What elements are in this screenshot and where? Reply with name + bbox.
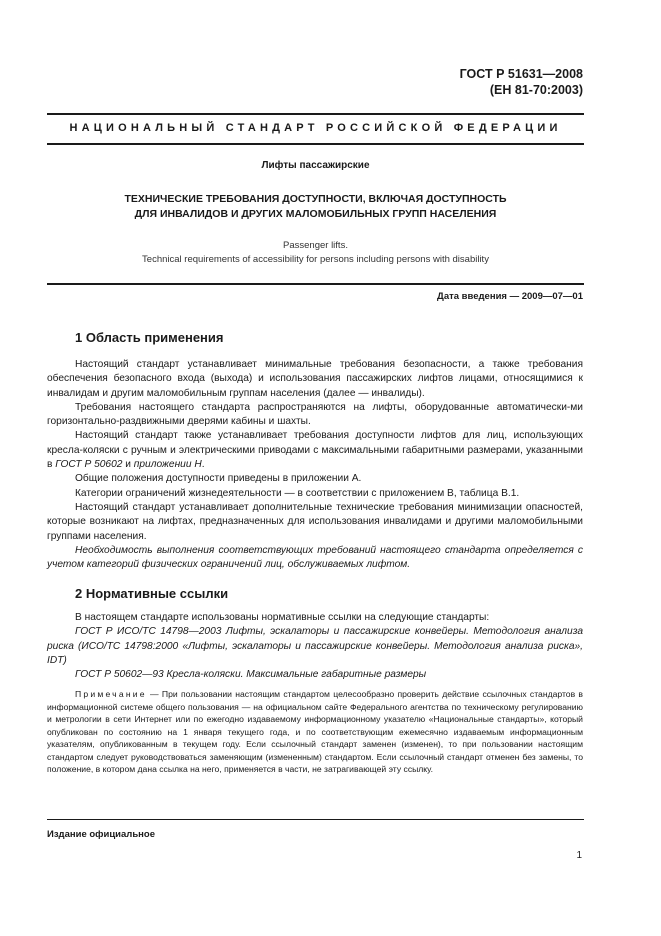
header-rule-bottom [47,143,584,145]
normative-reference [47,668,583,682]
paragraph-text: Общие положения доступности приведены в приложении А. [75,473,362,485]
standard-equivalent: (ЕН 81-70:2003) [489,83,583,97]
paragraph-text: Настоящий стандарт устанавливает минимальные требования безопасности, а также требования обеспечения безопасного входа (выхода) и использования пассажирских лифтов лицами, относящимися к инвалидам и другим маломобильным группам населения (далее — инвалиды). [47,359,583,399]
title-subject: Лифты пассажирские [261,160,370,171]
section-2-body [47,611,583,682]
title-english [47,239,584,267]
paragraph [47,501,583,544]
paragraph-text: Настоящий стандарт устанавливает дополнительные технические требования минимизации опасностей, которые возникают на лифтах, предназначенных для использования инвалидами и другими маломобильными группами населения. [47,501,583,542]
paragraph [47,401,583,430]
official-edition-label: Издание официальное [47,829,155,840]
introduction-date: Дата введения — 2009—07—01 [437,291,583,302]
title-main [47,192,584,222]
normative-reference [47,625,583,668]
paragraph-text: . [201,459,205,471]
page-number: 1 [576,850,582,861]
paragraph-text: Настоящий стандарт также устанавливает требования доступности лифтов для лиц, использующих кресла-коляски с ручным и электрическими приводами с максимальными габаритными размерами, указанными в [47,430,583,471]
title-english-line1: Passenger lifts. [283,240,348,251]
paragraph-text: Требования настоящего стандарта распространяются на лифты, оборудованные автоматически-ми горизонтально-раздвижными дверями кабины и шахты. [47,401,583,428]
paragraph [47,544,583,573]
footer-rule [47,819,584,820]
paragraph-text: и [122,459,134,471]
section-1-body [47,358,583,572]
title-main-line1: ТЕХНИЧЕСКИЕ ТРЕБОВАНИЯ ДОСТУПНОСТИ, ВКЛЮЧАЯ ДОСТУПНОСТЬ [124,193,507,205]
paragraph [47,487,583,501]
paragraph-text: В настоящем стандарте использованы нормативные ссылки на следующие стандарты: [75,612,490,623]
paragraph [47,611,583,625]
note-text: — При пользовании настоящим стандартом целесообразно проверить действие ссылочных стандартов в информационной системе общего пользования — на официальном сайте Федерального агентства по техническому регулированию и метрологии в сети Интернет или по ежегодно издаваемому информационному указателю «Национальные стандарты», который опубликован по состоянию на 1 января текущего года, и по соответствующим ежемесячно издаваемым информационным указателям, опубликованным в текущем году. Если ссылочный стандарт заменен (изменен), то при пользовании настоящим стандартом следует руководствоваться заменяющим (измененным) стандартом. Если ссылочный стандарт отменен без замены, то положение, в котором дана ссылка на него, применяется в части, не затрагивающей эту ссылку. [47,689,583,774]
paragraph [47,472,583,486]
header-rule-top [47,113,584,115]
standard-number: ГОСТ Р 51631—2008 [459,67,583,81]
note-block [47,688,583,776]
section-2-heading: 2 Нормативные ссылки [75,586,229,601]
national-standard-banner: НАЦИОНАЛЬНЫЙ СТАНДАРТ РОССИЙСКОЙ ФЕДЕРАЦИИ [69,122,562,134]
reference-text: ГОСТ Р ИСО/ТС 14798—2003 Лифты, эскалаторы и пассажирские конвейеры. Методология анализа риска (ИСО/ТС 14798:2000 «Лифты, эскалаторы и пассажирские конвейеры. Методология анализа риска», IDT) [47,626,583,666]
reference-text: ГОСТ Р 50602—93 Кресла-коляски. Максимальные габаритные размеры [75,669,427,681]
section-1-heading: 1 Область применения [75,330,224,345]
title-english-line2: Technical requirements of accessibility for persons including persons with disability [142,254,489,265]
paragraph [47,429,583,472]
paragraph-text: Необходимость выполнения соответствующих требований настоящего стандарта определяется с учетом категорий физических ограничений лиц, обслуживаемых лифтом. [47,544,583,571]
standard-code [460,66,583,98]
note-label: Примечание [75,689,147,699]
title-main-line2: ДЛЯ ИНВАЛИДОВ И ДРУГИХ МАЛОМОБИЛЬНЫХ ГРУПП НАСЕЛЕНИЯ [134,208,497,220]
paragraph-text: Категории ограничений жизнедеятельности — в соответствии с приложением В, таблица В.1. [75,487,520,499]
title-rule [47,283,584,285]
reference-appendix-n: приложении Н [133,459,202,471]
paragraph [47,358,583,401]
note-paragraph [47,688,583,776]
reference-gost-50602: ГОСТ Р 50602 [55,459,123,471]
